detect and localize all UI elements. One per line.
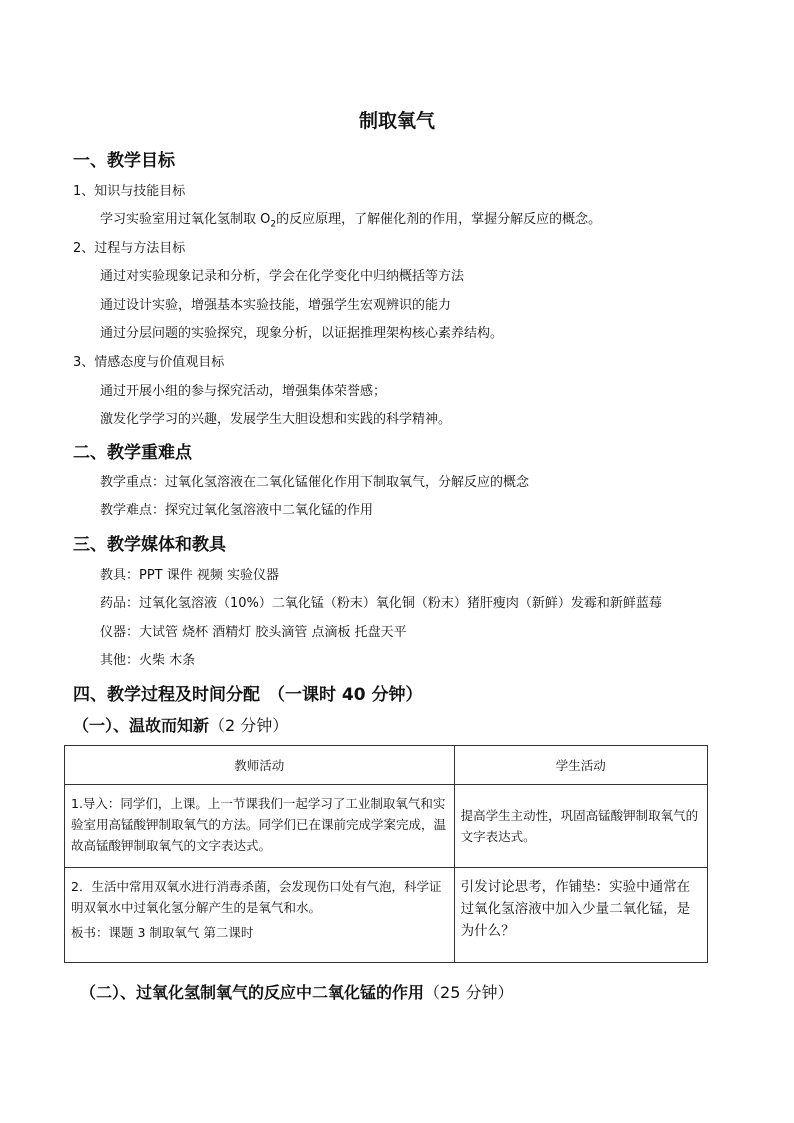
- part-duration-review: （2 分钟）: [209, 716, 289, 735]
- section-heading-media: 三、教学媒体和教具: [73, 535, 226, 555]
- activity-table: [64, 745, 708, 963]
- section-heading-key-points: 二、教学重难点: [73, 443, 192, 463]
- teacher-activity-text: 2．生活中常用双氧水进行消毒杀菌，会发现伤口处有气泡，科学证明双氧水中过氧化氢分解产生的是氧气和水。: [71, 879, 442, 915]
- page-title: 制取氧气: [358, 110, 435, 132]
- table-row: [65, 785, 708, 868]
- part-heading-manganese-dioxide: （二）、过氧化氢制氧气的反应中二氧化锰的作用（25 分钟）: [80, 983, 514, 1002]
- student-activity-cell: 提高学生主动性，巩固高锰酸钾制取氧气的文字表达式。: [454, 785, 707, 868]
- paragraph-process-1: 通过对实验现象记录和分析，学会在化学变化中归纳概括等方法: [100, 269, 465, 284]
- paragraph-teaching-aids: 教具：PPT 课件 视频 实验仪器: [100, 568, 280, 583]
- subheading-knowledge: 1、知识与技能目标: [73, 184, 186, 199]
- paragraph-instruments: 仪器：大试管 烧杯 酒精灯 胶头滴管 点滴板 托盘天平: [100, 625, 407, 640]
- teacher-activity-cell: [65, 868, 455, 963]
- header-student-activity: 学生活动: [454, 746, 707, 785]
- teacher-activity-cell: 1.导入：同学们，上课。上一节课我们一起学习了工业制取氧气和实验室用高锰酸钾制取氧气的方法。同学们已在课前完成学案完成，温故高锰酸钾制取氧气的文字表达式。: [65, 785, 455, 868]
- paragraph-knowledge: 学习实验室用过氧化氢制取 $O_2$的反应原理，了解催化剂的作用，掌握分解反应的概念。: [100, 212, 602, 230]
- paragraph-process-3: 通过分层问题的实验探究，现象分析，以证据推理架构核心素养结构。: [100, 326, 504, 341]
- section-heading-process: 四、教学过程及时间分配 （一课时 40 分钟）: [73, 685, 423, 705]
- part-heading-review: （一）、温故而知新（2 分钟）: [73, 716, 289, 735]
- header-teacher-activity: 教师活动: [65, 746, 455, 785]
- paragraph-attitude-2: 激发化学学习的兴趣，发展学生大胆设想和实践的科学精神。: [100, 412, 452, 427]
- paragraph-attitude-1: 通过开展小组的参与探究活动，增强集体荣誉感；: [100, 384, 387, 399]
- table-header-row: [65, 746, 708, 785]
- blackboard-note: 板书：课题 3 制取氧气 第二课时: [71, 925, 254, 940]
- lesson-duration-note: （一课时 40 分钟）: [268, 685, 423, 705]
- subheading-attitude: 3、情感态度与价值观目标: [73, 355, 225, 370]
- paragraph-other: 其他：火柴 木条: [100, 653, 196, 668]
- student-activity-text: 引发讨论思考，作铺垫：实验中通常在过氧化氢溶液中加入少量二氧化锰，是为什么？: [460, 879, 691, 939]
- paragraph-key-point: 教学重点：过氧化氢溶液在二氧化锰催化作用下制取氧气，分解反应的概念: [100, 475, 530, 490]
- paragraph-difficulty: 教学难点：探究过氧化氢溶液中二氧化锰的作用: [100, 503, 374, 518]
- paragraph-reagents: 药品：过氧化氢溶液（10%）二氧化锰（粉末）氧化铜（粉末）猪肝瘦肉（新鲜）发霉和新鲜蓝莓: [100, 596, 662, 611]
- section-heading-objectives: 一、教学目标: [73, 151, 175, 171]
- student-activity-cell: [454, 868, 707, 963]
- table-row: [65, 868, 708, 963]
- part-duration-manganese-dioxide: （25 分钟）: [424, 983, 514, 1002]
- paragraph-process-2: 通过设计实验，增强基本实验技能，增强学生宏观辨识的能力: [100, 298, 452, 313]
- subheading-process: 2、过程与方法目标: [73, 241, 186, 256]
